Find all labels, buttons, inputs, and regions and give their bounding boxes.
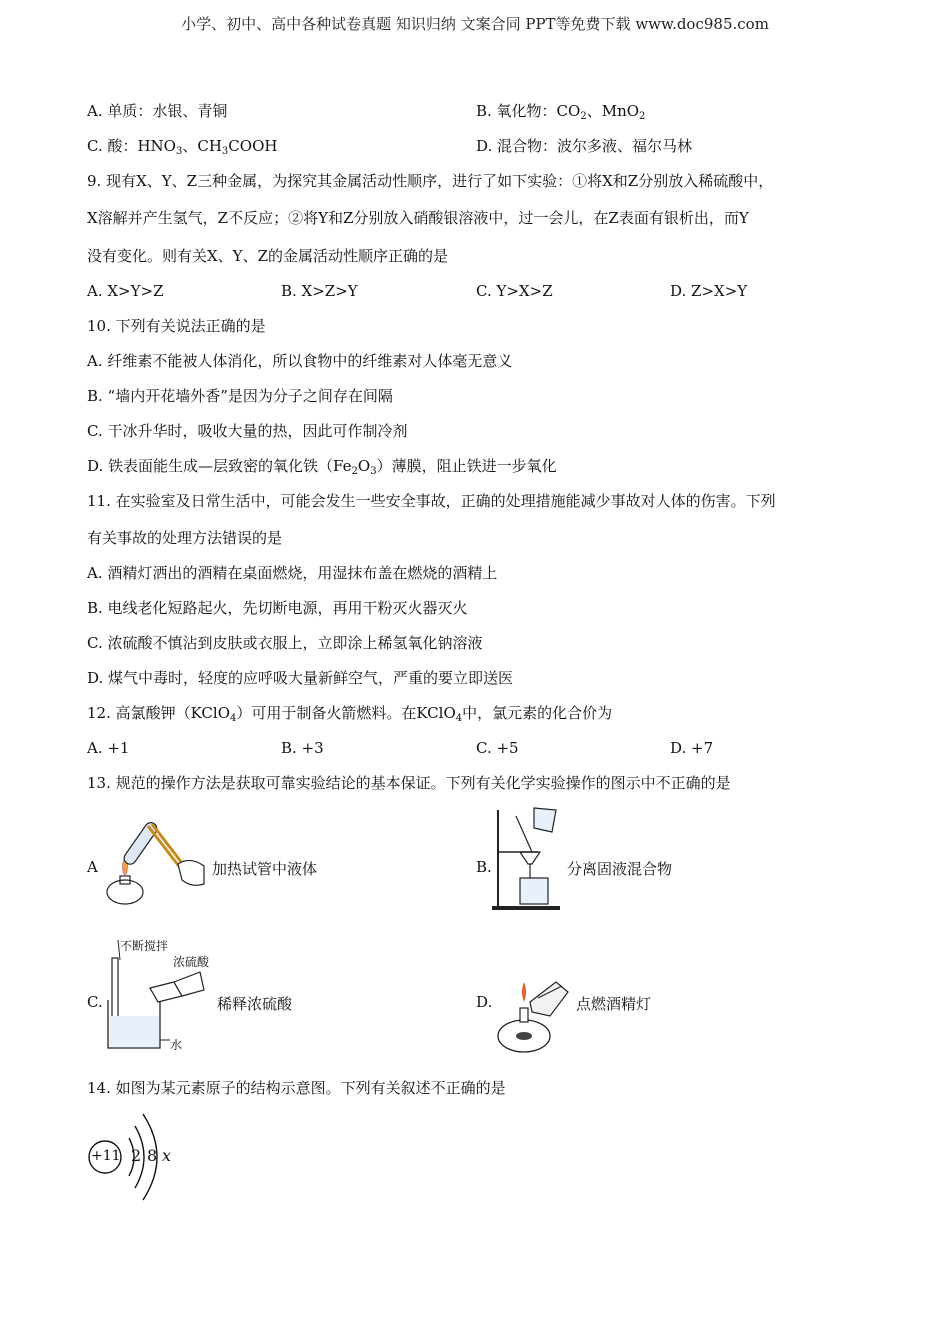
q9-option-d: D. Z>X>Y bbox=[670, 282, 748, 300]
q12-option-d: D. +7 bbox=[670, 739, 714, 757]
q11-option-b: B. 电线老化短路起火，先切断电源，再用干粉灭火器灭火 bbox=[87, 599, 468, 617]
q12-option-b: B. +3 bbox=[281, 739, 324, 757]
q12-stem: 12. 高氯酸钾（KClO$_4$）可用于制备火箭燃料。在KClO$_4$中，氯元素的化合价为 bbox=[87, 704, 613, 724]
q11-stem-line2: 有关事故的处理方法错误的是 bbox=[87, 529, 283, 547]
q13-option-a-text: 加热试管中液体 bbox=[212, 860, 318, 878]
shell-1-electrons: 2 bbox=[131, 1146, 142, 1165]
q11-stem-line1: 11. 在实验室及日常生活中，可能会发生一些安全事故，正确的处理措施能减少事故对人体的伤害。下列 bbox=[87, 492, 776, 510]
q10-stem: 10. 下列有关说法正确的是 bbox=[87, 317, 266, 335]
q9-stem-line2: X溶解并产生氢气，Z不反应；②将Y和Z分别放入硝酸银溶液中，过一会儿，在Z表面有银析出，而Y bbox=[87, 209, 749, 227]
q12-option-a: A. +1 bbox=[87, 739, 130, 757]
q9-stem-line3: 没有变化。则有关X、Y、Z的金属活动性顺序正确的是 bbox=[87, 247, 449, 265]
q13-option-c-letter: C. bbox=[87, 993, 103, 1011]
q11-option-c: C. 浓硫酸不慎沾到皮肤或衣服上，立即涂上稀氢氧化钠溶液 bbox=[87, 634, 483, 652]
q13-option-c-label-water: 水 bbox=[170, 1038, 183, 1052]
q11-option-d: D. 煤气中毒时，轻度的应呼吸大量新鲜空气，严重的要立即送医 bbox=[87, 669, 514, 687]
q9-option-b: B. X>Z>Y bbox=[281, 282, 358, 300]
q10-option-a: A. 纤维素不能被人体消化，所以食物中的纤维素对人体毫无意义 bbox=[87, 352, 513, 370]
q13-option-c-text: 稀释浓硫酸 bbox=[217, 995, 293, 1013]
q13-option-d-letter: D. bbox=[476, 993, 493, 1011]
q8-option-a: A. 单质：水银、青铜 bbox=[87, 102, 228, 120]
shell-3-electrons: x bbox=[162, 1146, 172, 1165]
filtration-figure bbox=[490, 806, 562, 912]
q13-option-d-text: 点燃酒精灯 bbox=[576, 995, 652, 1013]
q14-stem: 14. 如图为某元素原子的结构示意图。下列有关叙述不正确的是 bbox=[87, 1079, 506, 1097]
q13-option-a-letter: A bbox=[87, 858, 98, 876]
shell-2-electrons: 8 bbox=[147, 1146, 158, 1165]
q9-stem-line1: 9. 现有X、Y、Z三种金属，为探究其金属活动性顺序，进行了如下实验：①将X和Z分别放入稀硫酸中， bbox=[87, 172, 774, 190]
q8-option-d: D. 混合物：波尔多液、福尔马林 bbox=[476, 137, 693, 155]
q9-option-a: A. X>Y>Z bbox=[87, 282, 164, 300]
q13-option-b-letter: B. bbox=[476, 858, 492, 876]
atom-structure-diagram bbox=[87, 1108, 182, 1204]
q13-option-c-label-acid: 浓硫酸 bbox=[173, 955, 210, 969]
q12-option-c: C. +5 bbox=[476, 739, 519, 757]
dilution-figure bbox=[100, 940, 215, 1052]
q8-option-b: B. 氧化物：$CO_2$、MnO$_2$ bbox=[476, 102, 646, 122]
q10-option-b: B. “墙内开花墙外香”是因为分子之间存在间隔 bbox=[87, 387, 393, 405]
q10-option-c: C. 干冰升华时，吸收大量的热，因此可作制冷剂 bbox=[87, 422, 408, 440]
q9-option-c: C. Y>X>Z bbox=[476, 282, 553, 300]
page-header: 小学、初中、高中各种试卷真题 知识归纳 文案合同 PPT等免费下载 www.doc985.com bbox=[181, 15, 769, 33]
q13-option-c-label-stir: 不断搅拌 bbox=[120, 939, 169, 953]
nucleus-charge: +11 bbox=[91, 1148, 121, 1164]
q13-option-b-text: 分离固液混合物 bbox=[567, 860, 673, 878]
lighting-lamp-figure bbox=[492, 972, 574, 1054]
heating-test-tube-figure bbox=[100, 818, 210, 910]
q10-option-d: D. 铁表面能生成—层致密的氧化铁$(Fe_2O_3)$薄膜，阻止铁进一步氧化 bbox=[87, 457, 557, 477]
q13-stem: 13. 规范的操作方法是获取可靠实验结论的基本保证。下列有关化学实验操作的图示中不正确的是 bbox=[87, 774, 731, 792]
q8-option-c: C. 酸：$HNO_3$、$CH_3COOH$ bbox=[87, 137, 278, 157]
q11-option-a: A. 酒精灯洒出的酒精在桌面燃烧，用湿抹布盖在燃烧的酒精上 bbox=[87, 564, 498, 582]
